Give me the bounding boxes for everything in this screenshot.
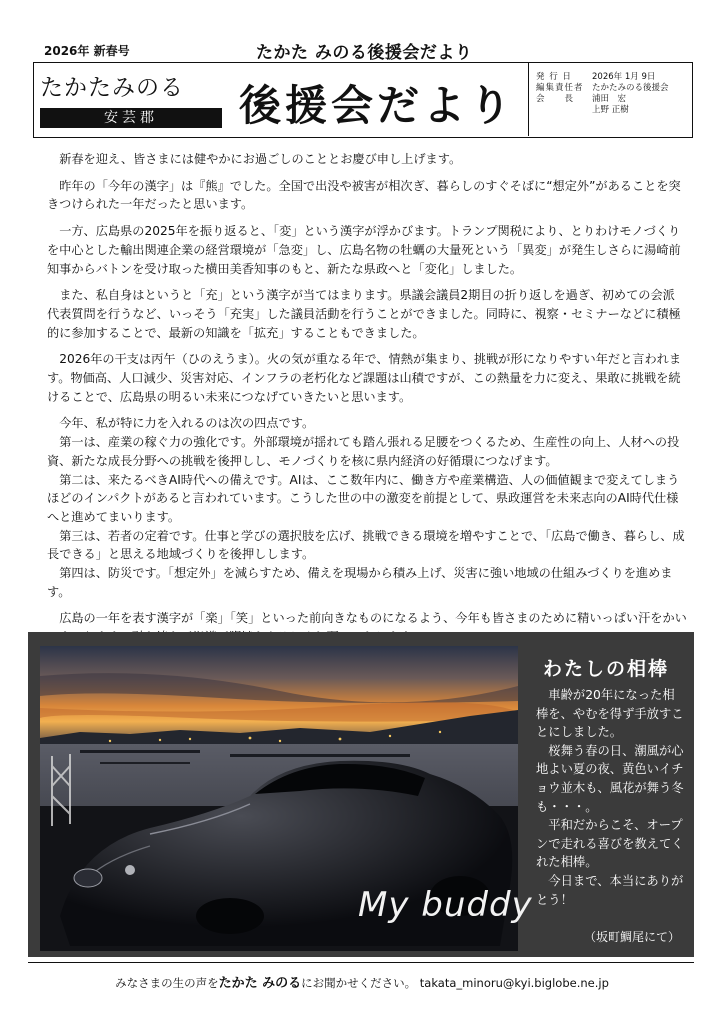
main-article	[47, 150, 687, 647]
paragraph-four-points: 今年、私が特に力を入れるのは次の四点です。	[59, 416, 315, 431]
issue-label: 2026年 新春号	[44, 44, 130, 58]
chair-name-1: 浦田 宏	[592, 94, 627, 104]
footer-name: たかた みのる	[218, 976, 302, 991]
issue-date-label: 発 行 日	[536, 72, 572, 82]
footer	[0, 972, 724, 991]
buddy-text-2: 桜舞う春の日、潮風が心地よい夏の夜、黄色いイチョウ並木も、風花が舞う冬も・・・。	[536, 743, 684, 814]
buddy-title: わたしの相棒	[543, 658, 670, 680]
buddy-text-3: 平和だからこそ、オープンで走れる喜びを教えてくれた相棒。	[536, 818, 684, 870]
paragraph-personal: また、私自身はというと「充」という漢字が当てはまります。県議会議員2期目の折り返しを過ぎ、初めての会派代表質問を行うなど、いっそう「充実」した議員活動を行うことができました。同時に、視察・セミナーなどに積極的に参加することで、最新の知識を「拡充」することもできました。	[47, 288, 681, 340]
chair-row	[536, 94, 692, 116]
editor: たかたみのる後援会	[592, 83, 669, 93]
buddy-text	[536, 686, 686, 909]
publication-info	[528, 63, 692, 136]
issue-date-row	[536, 72, 692, 83]
paragraph-point-1: 第一は、産業の稼ぐ力の強化です。外部環境が揺れても踏ん張れる足腰をつくるため、生産性の向上、人材への投資、新たな成長分野への挑戦を後押しし、モノづくりを核に県内経済の好循環につなげます。	[47, 435, 680, 468]
masthead-name-block	[34, 63, 230, 136]
footer-suffix: にお聞かせください。	[301, 976, 417, 990]
paragraph-kanji-2025: 昨年の「今年の漢字」は『熊』でした。全国で出没や被害が相次ぎ、暮らしのすぐそばに“想定外”があることを突きつけられた一年だったと思います。	[47, 178, 681, 212]
paragraph-point-2: 第二は、来たるべきAI時代への備えです。AIは、ここ数年内に、働き方や産業構造、人の価値観まで変えてしまうほどのインパクトがあると言われています。こうした世の中の激変を前提として、県政運営を未来志向のAI時代仕様へと進めてまいります。	[47, 472, 680, 524]
editor-row	[536, 83, 692, 94]
footer-divider	[28, 962, 694, 963]
buddy-text-4: 今日まで、本当にありがとう！	[536, 873, 684, 907]
paragraph-hiroshima-change: 一方、広島県の2025年を振り返ると、「変」という漢字が浮かびます。トランプ関税により、とりわけモノづくりを中心とした輸出関連企業の経営環境が「急変」し、広島名物の牡蠣の大量死という「異変」が発生しさらに湯崎前知事からバトンを受け取った横田美香知事のもと、新たな県政へと「変化」しました。	[47, 224, 681, 276]
photo-location: （坂町鯛尾にて）	[584, 930, 681, 944]
paragraph-point-4: 第四は、防災です。「想定外」を減らすため、備えを現場から積み上げ、災害に強い地域の仕組みづくりを進めます。	[47, 566, 673, 599]
district-badge: 安芸郡	[40, 108, 222, 128]
contact-email[interactable]: takata_minoru@kyi.biglobe.ne.jp	[419, 976, 609, 990]
photo-caption: My buddy	[358, 885, 533, 925]
photo-panel	[28, 632, 694, 957]
issue-date: 2026年 1月 9日	[592, 72, 656, 82]
top-title: たかた みのる後援会だより	[256, 43, 473, 63]
paragraph-greeting: 新春を迎え、皆さまには健やかにお過ごしのこととお慶び申し上げます。	[59, 152, 462, 166]
paragraph-zodiac: 2026年の干支は丙午（ひのえうま）。火の気が重なる年で、情熱が集まり、挑戦が形になりやすい年だと言われます。物価高、人口減少、災害対応、インフラの老朽化など課題は山積ですが、この熱量を力に変え、果敢に挑戦を続けることで、広島県の明るい未来につなげていきたいと思います。	[47, 352, 682, 404]
buddy-text-1: 車齢が20年になった相棒を、やむを得ず手放すことにしました。	[536, 688, 684, 740]
chair-label: 会 長	[536, 94, 575, 104]
footer-prefix: みなさまの生の声を	[115, 976, 219, 990]
candidate-name: たかたみのる	[40, 75, 184, 101]
paragraph-closing: 広島の一年を表す漢字が「楽」「笑」といった前向きなものになるよう、今年も皆さまのために精いっぱい汗をかい	[59, 611, 687, 626]
editor-label: 編集責任者	[536, 83, 584, 93]
chair-name-2: 上野 正樹	[592, 105, 629, 115]
newsletter-title: 後援会だより	[239, 81, 516, 130]
masthead	[33, 62, 693, 138]
paragraph-point-3: 第三は、若者の定着です。仕事と学びの選択肢を広げ、挑戦できる環境を増やすことで、「広島で働き、暮らし、成長できる」と思える地域づくりを後押しします。	[47, 528, 685, 562]
